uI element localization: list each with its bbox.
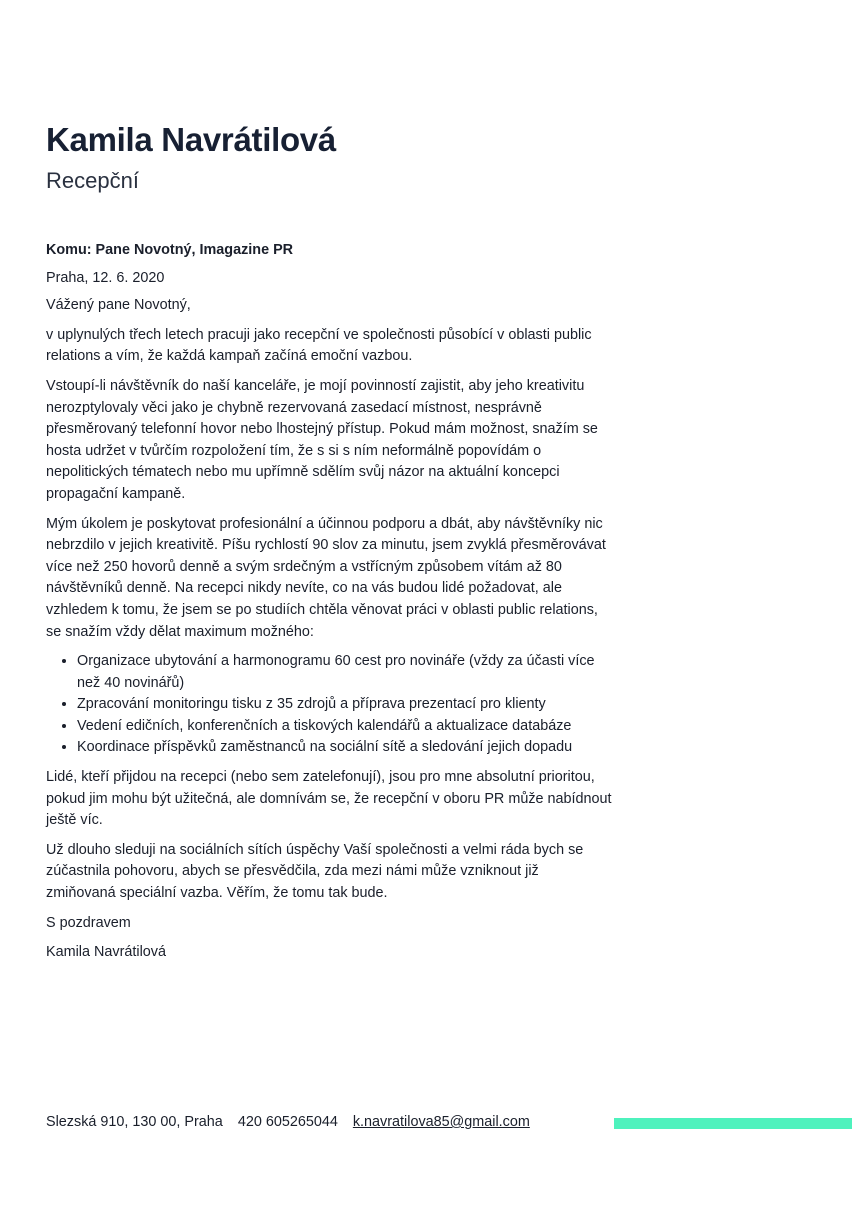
paragraph: Už dlouho sleduji na sociálních sítích úspěchy Vaší společnosti a velmi ráda bych se zúčastnila pohovoru, abych se přesvědčila, zda mezi námi může vzniknout již zmiňovaná speciální vazba. Věřím, že tomu tak bude. xyxy=(46,841,584,902)
letter-body xyxy=(46,240,612,972)
salutation: Vážený pane Novotný, xyxy=(46,297,191,314)
signature: Kamila Navrátilová xyxy=(46,944,166,961)
list-item: • Organizace ubytování a harmonogramu 60 cest pro novináře (vždy za účasti více než 40 novinářů) xyxy=(77,651,612,694)
applicant-name: Kamila Navrátilová xyxy=(46,121,336,158)
recipient-line: Komu: Pane Novotný, Imagazine PR xyxy=(46,242,294,258)
paragraph: Vstoupí-li návštěvník do naší kanceláře, je mojí povinností zajistit, aby jeho kreativitu nerozptylovaly věci jako je chybně rezervovaná zasedací místnost, nesprávně přesměrovaný telefonní hovor nebo lhostejný přístup. Pokud mám možnost, snažím se hosta udržet v tvůrčím rozpoložení tím, že s si s ním neformálně popovídám o nepolitických tématech nebo mu upřímně sdělím svůj názor na aktuální koncepci propagační kampaně. xyxy=(46,377,598,502)
letter-date: Praha, 12. 6. 2020 xyxy=(46,269,165,286)
address: Slezská 910, 130 00, Praha xyxy=(46,1114,223,1130)
paragraph: Mým úkolem je poskytovat profesionální a účinnou podporu a dbát, aby návštěvníky nic nebrzdilo v jejich kreativitě. Píšu rychlostí 90 slov za minutu, jsem zvyklá přesměrovávat více než 250 hovorů denně a svým srdečným a vstřícným způsobem vítám až 80 návštěvníků denně. Na recepci nikdy nevíte, co na vás budou lidé požadovat, ale vzhledem k tomu, že jsem se po studiích chtěla věnovat práci v oblasti public relations, se snažím vždy dělat maximum možného: xyxy=(46,515,606,640)
signoff: S pozdravem xyxy=(46,914,131,931)
contact-footer xyxy=(46,1114,530,1130)
list-item: • Vedení edičních, konferenčních a tiskových kalendářů a aktualizace databáze xyxy=(77,716,612,738)
phone: 420 605265044 xyxy=(237,1114,338,1130)
list-item: • Koordinace příspěvků zaměstnanců na sociální sítě a sledování jejich dopadu xyxy=(77,737,612,759)
paragraph: Lidé, kteří přijdou na recepci (nebo sem zatelefonují), jsou pro mne absolutní prioritou, pokud jim mohu být užitečná, ale domnívám se, že recepční v oboru PR může nabídnout ještě víc. xyxy=(46,769,612,829)
achievements-list xyxy=(46,651,612,759)
accent-bar xyxy=(614,1118,852,1129)
email-link[interactable]: k.navratilova85@gmail.com xyxy=(352,1114,530,1130)
paragraph: v uplynulých třech letech pracuji jako recepční ve společnosti působící v oblasti public relations a vím, že každá kampaň začíná emoční vazbou. xyxy=(46,326,592,365)
list-item: • Zpracování monitoringu tisku z 35 zdrojů a příprava prezentací pro klienty xyxy=(77,694,612,716)
applicant-role: Recepční xyxy=(46,168,139,193)
